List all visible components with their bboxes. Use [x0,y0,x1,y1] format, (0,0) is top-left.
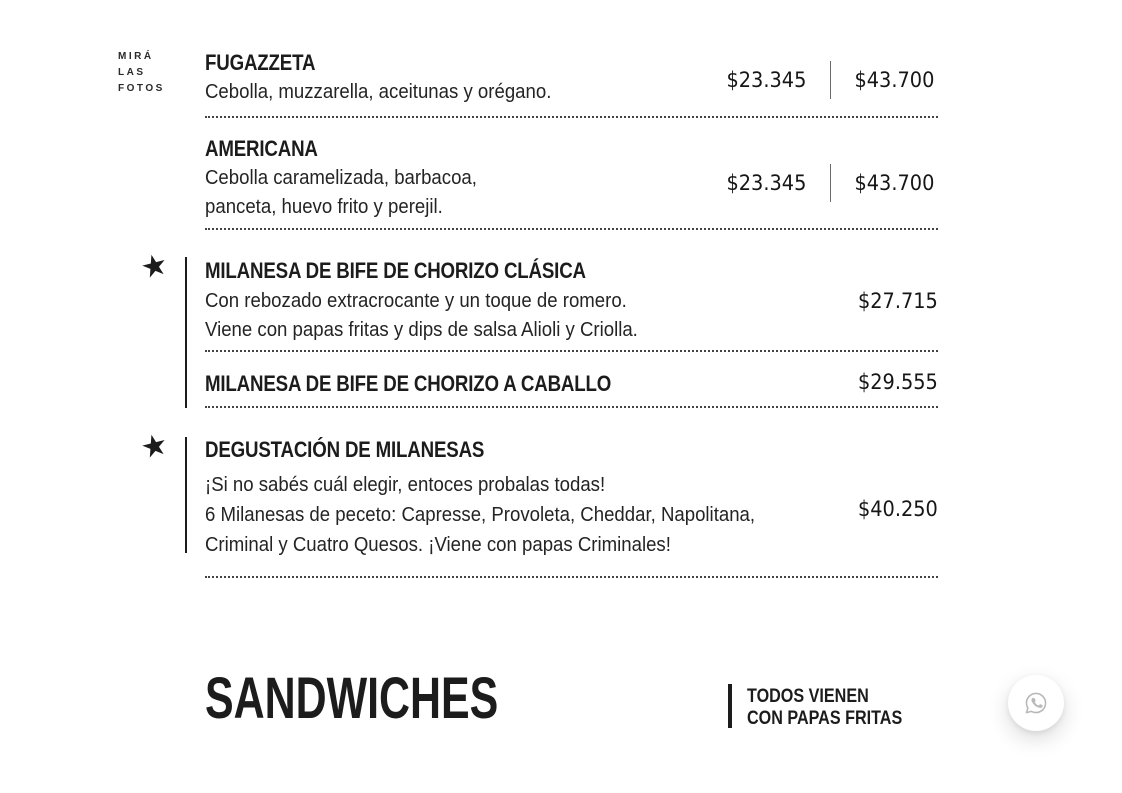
item-description-line: Cebolla, muzzarella, aceitunas y orégano. [205,81,552,103]
note-bar [728,684,732,728]
starred-group-bar [185,437,187,553]
item-description-line: 6 Milanesas de peceto: Capresse, Provoleta, Cheddar, Napolitana, [205,504,756,526]
starred-group-bar [185,257,187,408]
section-title-sandwiches: SANDWICHES [205,666,499,731]
price-divider-line [830,164,831,202]
note-line: CON PAPAS FRITAS [747,708,903,729]
item-description-line: Criminal y Cuatro Quesos. ¡Viene con papas Criminales! [205,534,671,556]
star-icon: ★ [137,246,172,287]
item-description-line: panceta, huevo frito y perejil. [205,196,443,218]
dotted-divider [205,228,938,230]
dotted-divider [205,406,938,408]
price-divider-line [830,61,831,99]
price-pair [723,163,938,203]
see-photos-line: MIRÁ [118,51,154,62]
item-description-line: Cebolla caramelizada, barbacoa, [205,167,477,189]
dotted-divider [205,576,938,578]
price-large: $43.700 [854,68,935,92]
item-description-line: Viene con papas fritas y dips de salsa Alioli y Criolla. [205,319,638,341]
price: $40.250 [858,497,938,521]
price-medium: $23.345 [726,171,807,195]
item-name: MILANESA DE BIFE DE CHORIZO A CABALLO [205,371,612,396]
whatsapp-button[interactable] [1008,675,1064,731]
item-description-line: Con rebozado extracrocante y un toque de romero. [205,290,627,312]
price-large: $43.700 [854,171,935,195]
item-description-line: ¡Si no sabés cuál elegir, entoces probalas todas! [205,474,606,496]
see-photos-link[interactable] [118,49,165,97]
price: $29.555 [858,370,938,394]
item-name: DEGUSTACIÓN DE MILANESAS [205,437,485,462]
item-name: MILANESA DE BIFE DE CHORIZO CLÁSICA [205,258,586,283]
dotted-divider [205,116,938,118]
whatsapp-icon [1021,688,1051,718]
see-photos-line: FOTOS [118,83,165,94]
price-pair [723,60,938,100]
price: $27.715 [858,289,938,313]
see-photos-line: LAS [118,67,146,78]
note-line: TODOS VIENEN [747,686,869,707]
note-todos-vienen [747,686,902,730]
item-name: FUGAZZETA [205,50,316,75]
dotted-divider [205,350,938,352]
star-icon: ★ [137,426,172,467]
price-medium: $23.345 [726,68,807,92]
item-name: AMERICANA [205,136,318,161]
